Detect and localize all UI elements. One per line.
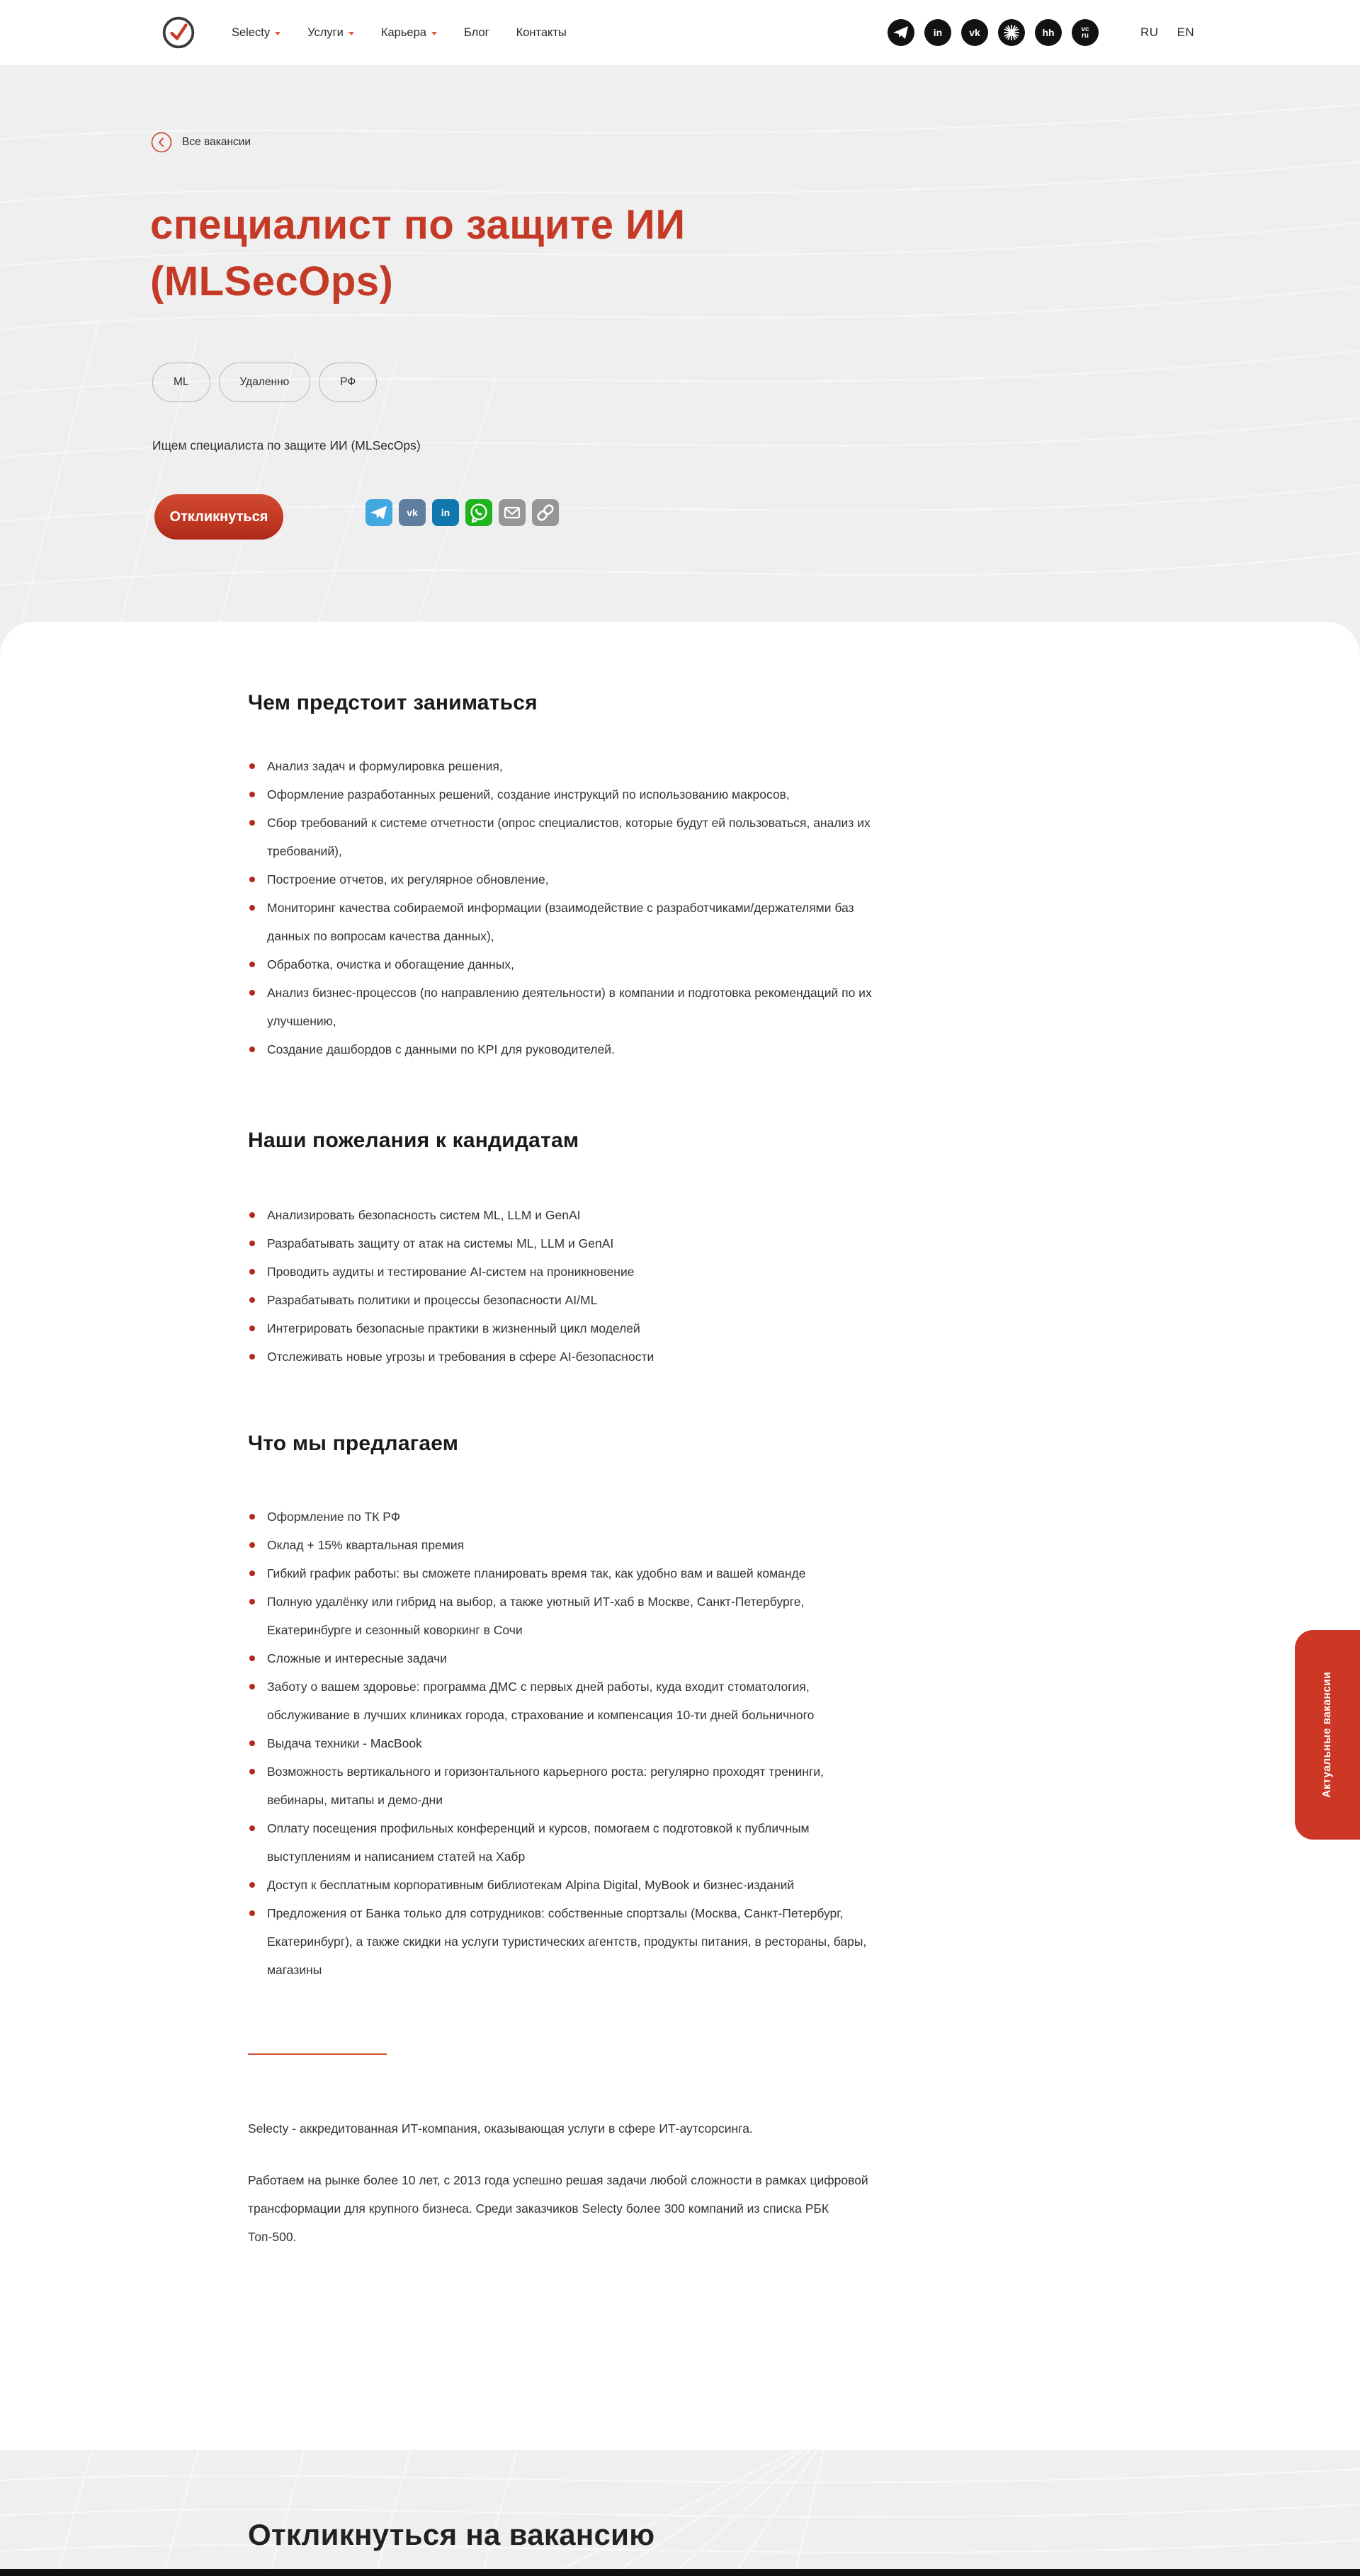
tag-ml: ML [152, 363, 210, 402]
list-item: Анализ задач и формулировка решения, [248, 752, 874, 780]
list-item: Отслеживать новые угрозы и требования в сфере AI-безопасности [248, 1343, 874, 1371]
list-item: Проводить аудиты и тестирование AI-систем на проникновение [248, 1258, 874, 1286]
section-heading-responsibilities: Чем предстоит заниматься [248, 691, 538, 714]
nav-label: Карьера [380, 25, 426, 39]
linkedin-social-button[interactable] [924, 19, 951, 46]
vacancy-tags [152, 363, 377, 402]
selecty-logo[interactable] [162, 16, 196, 50]
bullet-icon [249, 1354, 255, 1360]
company-history: Работаем на рынке более 10 лет, с 2013 года успешно решая задачи любой сложности в рамках цифровой трансформации для крупного бизнеса. Среди заказчиков Selecty более 300 компаний из списка РБК Топ-500. [248, 2173, 868, 2244]
main-nav [232, 0, 567, 65]
list-item: Полную удалёнку или гибрид на выбор, а также уютный ИТ-хаб в Москве, Санкт-Петербурге, Екатеринбурге и сезонный коворкинг в Сочи [248, 1588, 874, 1644]
bullet-icon [249, 1514, 255, 1520]
list-item: Разрабатывать защиту от атак на системы ML, LLM и GenAI [248, 1229, 874, 1258]
bullet-icon [249, 792, 255, 797]
breadcrumb-all-vacancies[interactable] [151, 132, 251, 153]
list-item: Возможность вертикального и горизонтального карьерного роста: регулярно проходят тренинги, вебинары, митапы и демо-дни [248, 1757, 874, 1814]
bullet-icon [249, 990, 255, 996]
list-item: Анализировать безопасность систем ML, LLM и GenAI [248, 1201, 874, 1229]
link-icon [532, 499, 559, 526]
habr-social-button[interactable] [998, 19, 1025, 46]
vcru-icon: vc ru [1081, 25, 1089, 40]
headhunter-icon: hh [1042, 27, 1055, 38]
bullet-icon [249, 1241, 255, 1246]
offer-list [248, 1503, 874, 1984]
nav-item-blog[interactable] [464, 26, 489, 40]
orange-divider [248, 2053, 387, 2055]
list-item: Гибкий график работы: вы сможете планировать время так, как удобно вам и вашей команде [248, 1559, 874, 1588]
nav-label: Selecty [232, 25, 271, 39]
list-item: Анализ бизнес-процессов (по направлению деятельности) в компании и подготовка рекомендаций по их улучшению, [248, 979, 874, 1035]
section-heading-offer: Что мы предлагаем [248, 1432, 459, 1455]
list-item: Создание дашбордов с данными по KPI для руководителей. [248, 1035, 874, 1064]
share-linkedin-button[interactable] [432, 499, 459, 526]
share-buttons [366, 499, 559, 526]
email-icon [499, 499, 526, 526]
vk-icon: vk [407, 507, 418, 518]
header-social-links [888, 19, 1099, 46]
share-copy-link-button[interactable] [532, 499, 559, 526]
top-navigation-bar [0, 0, 1360, 65]
list-item: Доступ к бесплатным корпоративным библиотекам Alpina Digital, MyBook и бизнес-изданий [248, 1871, 874, 1899]
bottom-bar [0, 2569, 1360, 2576]
list-item: Заботу о вашем здоровье: программа ДМС с первых дней работы, куда входит стоматология, обслуживание в лучших клиниках города, страхование и компенсация 10-ти дней больничного [248, 1672, 874, 1729]
checkmark-logo-icon [162, 16, 196, 50]
headhunter-social-button[interactable] [1035, 19, 1062, 46]
bullet-icon [249, 1047, 255, 1052]
bullet-icon [249, 1269, 255, 1275]
lang-ru-button[interactable]: RU [1140, 25, 1159, 39]
bullet-icon [249, 1910, 255, 1916]
list-item: Построение отчетов, их регулярное обновление, [248, 865, 874, 894]
nav-label: Услуги [307, 25, 344, 39]
bullet-icon [249, 962, 255, 967]
section-heading-expectations: Наши пожелания к кандидатам [248, 1129, 579, 1152]
bullet-icon [249, 1326, 255, 1331]
list-item: Оформление по ТК РФ [248, 1503, 874, 1531]
bullet-icon [249, 877, 255, 882]
habr-icon [998, 19, 1025, 46]
apply-section-heading: Откликнуться на вакансию [248, 2518, 655, 2551]
bullet-icon [249, 1740, 255, 1746]
nav-item-selecty[interactable] [232, 26, 280, 40]
lang-en-button[interactable]: EN [1177, 25, 1195, 39]
bullet-icon [249, 1882, 255, 1888]
bullet-icon [249, 1655, 255, 1661]
list-item: Предложения от Банка только для сотрудников: собственные спортзалы (Москва, Санкт-Петербург, Екатеринбург), а также скидки на услуги туристических агентств, продукты питания, в рестораны, бары, магазины [248, 1899, 874, 1984]
bullet-icon [249, 905, 255, 911]
telegram-social-button[interactable] [888, 19, 914, 46]
breadcrumb-label: Все вакансии [182, 136, 251, 148]
vk-social-button[interactable] [961, 19, 988, 46]
list-item: Оформление разработанных решений, создание инструкций по использованию макросов, [248, 780, 874, 809]
nav-label: Блог [463, 25, 489, 39]
tag-rf: РФ [319, 363, 377, 402]
vacancy-details-content [0, 622, 878, 2293]
bullet-icon [249, 1212, 255, 1218]
actual-vacancies-tab-label: Актуальные вакансии [1321, 1672, 1333, 1798]
list-item: Обработка, очистка и обогащение данных, [248, 950, 874, 979]
page-title: специалист по защите ИИ (MLSecOps) [150, 202, 686, 304]
vacancy-details-card [0, 622, 1360, 2450]
share-vk-button[interactable] [399, 499, 426, 526]
tag-remote: Удаленно [219, 363, 311, 402]
apply-button[interactable]: Откликнуться [154, 494, 283, 540]
vk-icon: vk [969, 27, 980, 38]
share-whatsapp-button[interactable] [465, 499, 492, 526]
list-item: Оплату посещения профильных конференций и курсов, помогаем с подготовкой к публичным выступлениям и написанием статей на Хабр [248, 1814, 874, 1871]
bullet-icon [249, 1825, 255, 1831]
nav-item-services[interactable] [307, 26, 354, 40]
responsibilities-list [248, 752, 874, 1064]
share-telegram-button[interactable] [366, 499, 392, 526]
list-item: Оклад + 15% квартальная премия [248, 1531, 874, 1559]
bullet-icon [249, 1684, 255, 1689]
list-item: Сложные и интересные задачи [248, 1644, 874, 1672]
linkedin-icon: in [441, 507, 450, 518]
share-email-button[interactable] [499, 499, 526, 526]
back-arrow-icon [151, 132, 172, 153]
vacancy-hero-section [0, 65, 1360, 622]
vacancy-subtitle: Ищем специалиста по защите ИИ (MLSecOps) [152, 438, 421, 452]
nav-item-contacts[interactable] [516, 26, 567, 40]
language-switcher [1140, 0, 1194, 65]
nav-label: Контакты [516, 25, 567, 39]
vcru-social-button[interactable] [1072, 19, 1099, 46]
nav-item-career[interactable] [381, 26, 437, 40]
whatsapp-icon [465, 499, 492, 526]
telegram-icon [366, 499, 392, 526]
list-item: Разрабатывать политики и процессы безопасности AI/ML [248, 1286, 874, 1314]
bullet-icon [249, 1571, 255, 1576]
expectations-list [248, 1201, 874, 1371]
chevron-down-icon [431, 32, 437, 35]
linkedin-icon: in [933, 27, 943, 38]
bullet-icon [249, 820, 255, 826]
bullet-icon [249, 763, 255, 769]
telegram-icon [888, 19, 914, 46]
list-item: Интегрировать безопасные практики в жизненный цикл моделей [248, 1314, 874, 1343]
list-item: Мониторинг качества собираемой информации (взаимодействие с разработчиками/держателями баз данных по вопросам качества данных), [248, 894, 874, 950]
bullet-icon [249, 1769, 255, 1774]
list-item: Выдача техники - MacBook [248, 1729, 874, 1757]
apply-section [0, 2450, 1360, 2576]
bullet-icon [249, 1599, 255, 1605]
decorative-grid-lines [0, 2450, 1360, 2576]
chevron-down-icon [348, 32, 354, 35]
list-item: Сбор требований к системе отчетности (опрос специалистов, которые будут ей пользоваться, анализ их требований), [248, 809, 874, 865]
company-description: Selecty - аккредитованная ИТ-компания, оказывающая услуги в сфере ИТ-аутсорсинга. [248, 2121, 753, 2136]
bullet-icon [249, 1542, 255, 1548]
actual-vacancies-tab[interactable] [1295, 1630, 1360, 1840]
chevron-down-icon [275, 32, 280, 35]
bullet-icon [249, 1297, 255, 1303]
